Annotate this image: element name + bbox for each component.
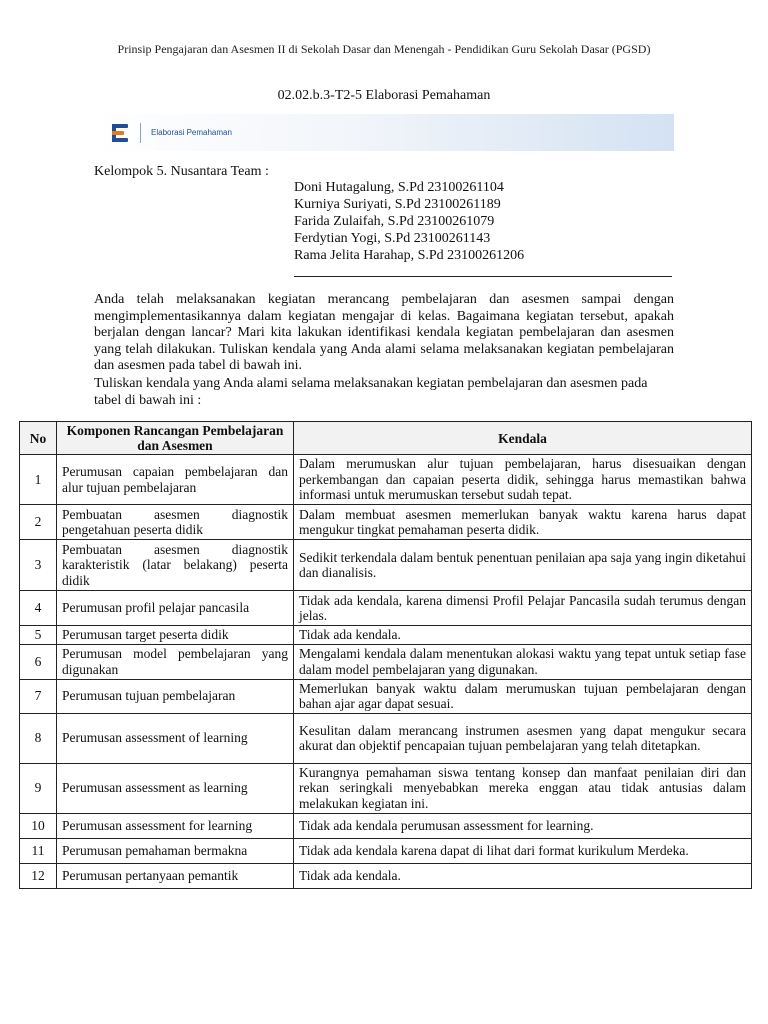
row-komponen: Pembuatan asesmen diagnostik pengetahuan peserta didik <box>57 505 294 540</box>
member-item: Doni Hutagalung, S.Pd 23100261104 <box>294 180 504 195</box>
table-row <box>20 763 752 813</box>
lms-e-logo-icon <box>108 122 130 144</box>
row-number: 5 <box>20 626 57 645</box>
banner-divider <box>140 123 141 143</box>
row-kendala: Tidak ada kendala karena dapat di lihat dari format kurikulum Merdeka. <box>294 838 752 863</box>
row-komponen: Perumusan target peserta didik <box>57 626 294 645</box>
row-number: 10 <box>20 813 57 838</box>
row-kendala: Kesulitan dalam merancang instrumen asesmen yang dapat mengukur secara akurat dan objektif pencapaian tujuan pembelajaran yang telah ditetapkan. <box>294 713 752 763</box>
document-title: 02.02.b.3-T2-5 Elaborasi Pemahaman <box>277 88 491 103</box>
row-kendala: Tidak ada kendala, karena dimensi Profil Pelajar Pancasila sudah terumus dengan jelas. <box>294 591 752 626</box>
table-row <box>20 540 752 591</box>
kendala-table <box>19 421 752 889</box>
elaborasi-banner <box>94 114 674 151</box>
row-komponen: Perumusan tujuan pembelajaran <box>57 679 294 713</box>
row-number: 12 <box>20 863 57 888</box>
row-kendala: Kurangnya pemahaman siswa tentang konsep dan manfaat penilaian diri dan rekan seringkali menyebabkan mereka enggan atau tidak antusias dalam melakukan kegiatan ini. <box>294 763 752 813</box>
row-kendala: Tidak ada kendala. <box>294 626 752 645</box>
row-kendala: Mengalami kendala dalam menentukan alokasi waktu yang tepat untuk setiap fase dalam model pembelajaran yang digunakan. <box>294 644 752 679</box>
row-komponen: Pembuatan asesmen diagnostik karakteristik (latar belakang) peserta didik <box>57 540 294 591</box>
column-header-komponen: Komponen Rancangan Pembelajaran dan Asesmen <box>57 422 294 455</box>
row-kendala: Tidak ada kendala perumusan assessment for learning. <box>294 813 752 838</box>
row-number: 4 <box>20 591 57 626</box>
row-komponen: Perumusan model pembelajaran yang digunakan <box>57 644 294 679</box>
table-row <box>20 455 752 505</box>
row-kendala: Sedikit terkendala dalam bentuk penentuan penilaian apa saja yang ingin diketahui dan dianalisis. <box>294 540 752 591</box>
member-item: Farida Zulaifah, S.Pd 23100261079 <box>294 214 495 229</box>
intro-paragraph: Anda telah melaksanakan kegiatan merancang pembelajaran dan asesmen sampai dengan mengimplementasikannya dalam kegiatan mengajar di kelas. Bagaimana kegiatan tersebut, apakah berjalan dengan lancar? Mari kita lakukan identifikasi kendala kegiatan pembelajaran dan asesmen yang telah dilakukan. Tuliskan kendala yang Anda alami selama melaksanakan kegiatan pembelajaran dan asesmen pada tabel di bawah ini. <box>94 292 674 374</box>
row-komponen: Perumusan profil pelajar pancasila <box>57 591 294 626</box>
row-komponen: Perumusan capaian pembelajaran dan alur tujuan pembelajaran <box>57 455 294 505</box>
table-row <box>20 505 752 540</box>
row-komponen: Perumusan pertanyaan pemantik <box>57 863 294 888</box>
row-kendala: Tidak ada kendala. <box>294 863 752 888</box>
row-number: 3 <box>20 540 57 591</box>
column-header-no: No <box>20 422 57 455</box>
row-number: 2 <box>20 505 57 540</box>
member-item: Kurniya Suriyati, S.Pd 23100261189 <box>294 197 501 212</box>
table-row <box>20 713 752 763</box>
column-header-kendala: Kendala <box>294 422 752 455</box>
row-kendala: Dalam merumuskan alur tujuan pembelajaran, harus disesuaikan dengan perkembangan dan capaian peserta didik, sehingga harus memastikan bahwa informasi untuk merumuskan tersebut sudah tepat. <box>294 455 752 505</box>
banner-label: Elaborasi Pemahaman <box>151 128 232 137</box>
member-item: Ferdytian Yogi, S.Pd 23100261143 <box>294 231 491 246</box>
row-number: 6 <box>20 644 57 679</box>
course-header: Prinsip Pengajaran dan Asesmen II di Sekolah Dasar dan Menengah - Pendidikan Guru Sekolah Dasar (PGSD) <box>117 42 651 56</box>
table-row <box>20 591 752 626</box>
table-header-row <box>20 422 752 455</box>
row-number: 11 <box>20 838 57 863</box>
table-row <box>20 863 752 888</box>
table-row <box>20 644 752 679</box>
row-number: 8 <box>20 713 57 763</box>
table-row <box>20 813 752 838</box>
signature-line <box>294 276 672 277</box>
table-row <box>20 838 752 863</box>
table-row <box>20 679 752 713</box>
row-number: 9 <box>20 763 57 813</box>
row-number: 7 <box>20 679 57 713</box>
member-item: Rama Jelita Harahap, S.Pd 23100261206 <box>294 248 525 263</box>
group-label: Kelompok 5. Nusantara Team : <box>94 164 269 179</box>
row-number: 1 <box>20 455 57 505</box>
row-komponen: Perumusan assessment for learning <box>57 813 294 838</box>
table-row <box>20 626 752 645</box>
instruction-text: Tuliskan kendala yang Anda alami selama melaksanakan kegiatan pembelajaran dan asesmen pada tabel di bawah ini : <box>94 376 648 408</box>
row-komponen: Perumusan assessment of learning <box>57 713 294 763</box>
row-komponen: Perumusan pemahaman bermakna <box>57 838 294 863</box>
row-kendala: Memerlukan banyak waktu dalam merumuskan tujuan pembelajaran dengan bahan ajar agar dapat sesuai. <box>294 679 752 713</box>
member-list <box>294 179 524 264</box>
row-kendala: Dalam membuat asesmen memerlukan banyak waktu karena harus dapat mengukur tingkat pemahaman peserta didik. <box>294 505 752 540</box>
row-komponen: Perumusan assessment as learning <box>57 763 294 813</box>
